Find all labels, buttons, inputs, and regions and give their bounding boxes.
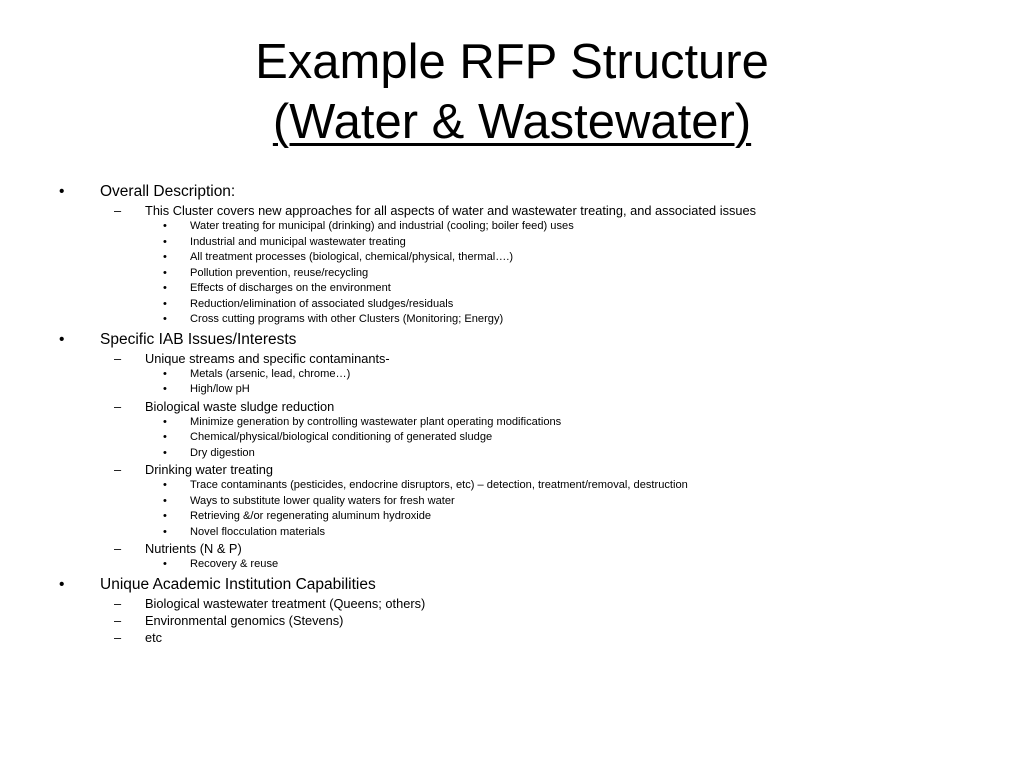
list-item: [0, 250, 1024, 266]
section-heading: [0, 329, 1024, 350]
list-item-text: Dry digestion: [190, 446, 255, 459]
list-item: [0, 415, 1024, 431]
bullet-marker: •: [163, 367, 167, 380]
bullet-marker: •: [163, 313, 167, 325]
dash-marker: –: [114, 398, 122, 414]
subsection-text: Nutrients (N & P): [145, 541, 242, 556]
list-item-text: All treatment processes (biological, chemical/physical, thermal….): [190, 251, 514, 263]
subsection-item: [0, 612, 1024, 629]
subsection-text: Biological waste sludge reduction: [145, 398, 335, 414]
list-item-text: Recovery & reuse: [190, 558, 279, 570]
section-heading-text: Specific IAB Issues/Interests: [100, 330, 297, 348]
list-item-text: Cross cutting programs with other Clusters (Monitoring; Energy): [190, 313, 504, 325]
list-item: [0, 219, 1024, 235]
dash-marker: –: [114, 541, 122, 556]
bullet-marker: •: [163, 510, 167, 522]
bullet-marker: •: [163, 220, 167, 232]
bullet-marker: •: [163, 235, 167, 248]
list-item-text: Chemical/physical/biological conditioning of generated sludge: [190, 431, 493, 443]
list-item-text: Industrial and municipal wastewater treating: [190, 235, 406, 248]
list-item-text: Water treating for municipal (drinking) and industrial (cooling; boiler feed) uses: [190, 220, 574, 232]
dash-marker: –: [114, 462, 122, 477]
list-item: [0, 525, 1024, 541]
list-item-text: High/low pH: [190, 383, 250, 395]
list-item: [0, 430, 1024, 446]
subsection-item: [0, 540, 1024, 557]
bullet-marker: •: [59, 330, 65, 348]
bullet-marker: •: [163, 494, 167, 507]
list-item: [0, 367, 1024, 383]
bullet-marker: •: [163, 383, 167, 395]
subsection-text: Unique streams and specific contaminants-: [145, 350, 390, 366]
list-item: [0, 446, 1024, 462]
bullet-marker: •: [163, 446, 167, 459]
list-item-text: Effects of discharges on the environment: [190, 282, 391, 294]
subsection-text: etc: [145, 629, 163, 645]
list-item: [0, 494, 1024, 510]
bullet-marker: •: [59, 575, 65, 593]
section-heading: [0, 574, 1024, 595]
list-item: [0, 266, 1024, 282]
list-item: [0, 382, 1024, 398]
dash-marker: –: [114, 612, 122, 628]
bullet-marker: •: [163, 282, 167, 294]
subsection-item: [0, 595, 1024, 612]
subsection-item: [0, 398, 1024, 415]
list-item-text: Trace contaminants (pesticides, endocrine disruptors, etc) – detection, treatment/removal, destruction: [190, 479, 688, 491]
bullet-marker: •: [163, 525, 167, 538]
dash-marker: –: [114, 629, 122, 645]
list-item: [0, 312, 1024, 328]
bullet-marker: •: [163, 415, 167, 428]
slide-title: [0, 32, 1024, 152]
list-item-text: Minimize generation by controlling wastewater plant operating modifications: [190, 415, 562, 428]
title-line-1: Example RFP Structure: [255, 35, 769, 89]
list-item-text: Metals (arsenic, lead, chrome…): [190, 367, 351, 380]
list-item: [0, 297, 1024, 313]
section-heading-text: Overall Description:: [100, 183, 236, 200]
list-item: [0, 281, 1024, 297]
list-item-text: Pollution prevention, reuse/recycling: [190, 266, 369, 279]
bullet-marker: •: [59, 183, 65, 200]
section-heading: [0, 181, 1024, 202]
title-line-2: (Water & Wastewater): [272, 95, 752, 149]
subsection-text: Drinking water treating: [145, 462, 274, 477]
subsection-text: This Cluster covers new approaches for all aspects of water and wastewater treating, and associated issues: [145, 203, 757, 218]
dash-marker: –: [114, 203, 122, 218]
list-item-text: Retrieving &/or regenerating aluminum hydroxide: [190, 510, 432, 522]
bullet-marker: •: [163, 266, 167, 279]
list-item: [0, 509, 1024, 525]
list-item-text: Ways to substitute lower quality waters for fresh water: [190, 494, 455, 507]
bullet-marker: •: [163, 431, 167, 443]
dash-marker: –: [114, 350, 122, 366]
list-item: [0, 478, 1024, 494]
section-heading-text: Unique Academic Institution Capabilities: [100, 575, 376, 593]
subsection-text: Environmental genomics (Stevens): [145, 612, 344, 628]
list-item-text: Reduction/elimination of associated sludges/residuals: [190, 297, 454, 310]
bullet-marker: •: [163, 297, 167, 310]
bullet-marker: •: [163, 558, 167, 570]
list-item: [0, 557, 1024, 573]
bullet-marker: •: [163, 479, 167, 491]
subsection-item: [0, 461, 1024, 478]
subsection-item: [0, 629, 1024, 646]
subsection-item: [0, 350, 1024, 367]
bullet-marker: •: [163, 251, 167, 263]
subsection-text: Biological wastewater treatment (Queens; others): [145, 595, 426, 611]
dash-marker: –: [114, 595, 122, 611]
list-item: [0, 235, 1024, 251]
list-item-text: Novel flocculation materials: [190, 525, 326, 538]
subsection-item: [0, 202, 1024, 219]
outline: [0, 181, 1024, 646]
